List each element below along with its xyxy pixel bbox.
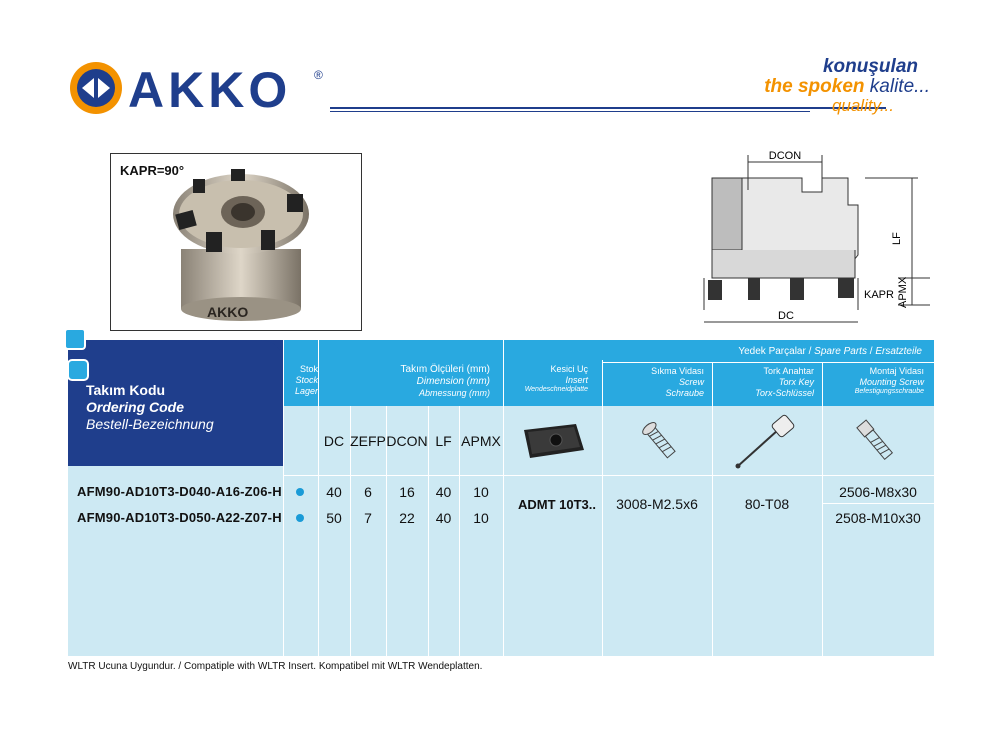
mount-de: Befestigungsschraube [854,388,924,395]
kapr-label: KAPR [864,289,894,301]
apmx-label: APMX [897,276,909,308]
stock-tr: Stok [299,364,318,374]
dcon-label: DCON [768,150,802,162]
stock-dot-row2 [296,514,304,522]
key-code: 80-T08 [744,496,790,512]
zefp-row1: 6 [364,484,372,500]
brand-name: AKKO [128,62,292,118]
mount-row1: 2506-M8x30 [839,484,917,500]
stock-de: Lager [294,386,318,396]
slogan-spoken: the spoken [764,76,865,97]
dcon-row1: 16 [399,484,415,500]
ordering-code-tr: Takım Kodu [86,382,166,398]
slogan-line3: quality... [831,96,894,115]
dcon-row2: 22 [399,510,415,526]
lf-row1: 40 [435,484,452,500]
dimension-en: Dimension (mm) [416,376,490,387]
dimension-tr: Takım Ölçüleri (mm) [400,364,490,375]
col-apmx: APMX [461,433,501,449]
torx-key-image-icon [730,412,800,472]
milling-cutter-photo [111,154,361,330]
product-photo-frame [110,153,362,331]
stock-en: Stock [295,375,318,385]
spare-de: Ersatzteile [875,346,922,357]
insert-de: Wendeschneidplatte [524,386,588,393]
mounting-screw-image-icon [850,415,900,465]
col-lf: LF [435,433,452,449]
screw-en: Screw [678,377,704,387]
screw-de: Schraube [665,388,704,398]
cutter-section-diagram [690,150,930,330]
insert-code: ADMT 10T3.. [518,497,597,512]
dc-row2: 50 [326,510,342,526]
ordering-code-row1: AFM90-AD10T3-D040-A16-Z06-H [77,484,282,499]
zefp-row2: 7 [364,510,372,526]
mount-row2: 2508-M10x30 [835,510,921,526]
tab-marker-icon [64,328,86,350]
insert-image-icon [518,420,590,462]
akko-emblem-icon [68,60,124,116]
spare-tr: Yedek Parçalar [738,346,806,357]
apmx-row1: 10 [473,484,489,500]
slogan-line2 [764,76,930,98]
key-en: Torx Key [778,377,814,387]
kapr-angle-note: KAPR=90° [120,163,185,178]
screw-image-icon [634,415,684,465]
screw-tr: Sıkma Vidası [651,366,704,376]
lf-row2: 40 [435,510,452,526]
mount-tr: Montaj Vidası [869,366,924,376]
key-tr: Tork Anahtar [763,366,814,376]
apmx-row2: 10 [473,510,489,526]
header-divider-thin [330,111,810,112]
slogan-kalite: kalite... [869,76,930,97]
technical-drawing [690,150,930,330]
header-divider [330,107,886,109]
photo-brand-engraving: AKKO [207,304,249,320]
col-dc: DC [323,433,345,449]
insert-tr: Kesici Uç [550,364,588,374]
slogan-line1: konuşulan [822,56,918,77]
ordering-code-row2: AFM90-AD10T3-D050-A22-Z07-H [77,510,282,525]
footnote: WLTR Ucuna Uygundur. / Compatiple with WLTR Insert. Kompatibel mit WLTR Wendeplatten. [68,661,483,672]
screw-code: 3008-M2.5x6 [616,496,698,512]
col-zefp: ZEFP [350,433,386,449]
mount-en: Mounting Screw [859,377,924,387]
spare-parts-header: Yedek Parçalar / Spare Parts / Ersatzteile [738,346,922,357]
spare-en: Spare Parts [814,346,867,357]
dimension-de: Abmessung (mm) [418,388,490,398]
dc-label: DC [778,310,794,322]
dc-row1: 40 [326,484,342,500]
ordering-code-de: Bestell-Bezeichnung [86,416,214,432]
stock-dot-row1 [296,488,304,496]
insert-en: Insert [565,375,588,385]
key-de: Torx-Schlüssel [755,388,814,398]
ordering-code-en: Ordering Code [86,399,185,415]
lf-label: LF [891,232,903,245]
col-dcon: DCON [386,433,428,449]
registered-mark: ® [314,68,323,82]
